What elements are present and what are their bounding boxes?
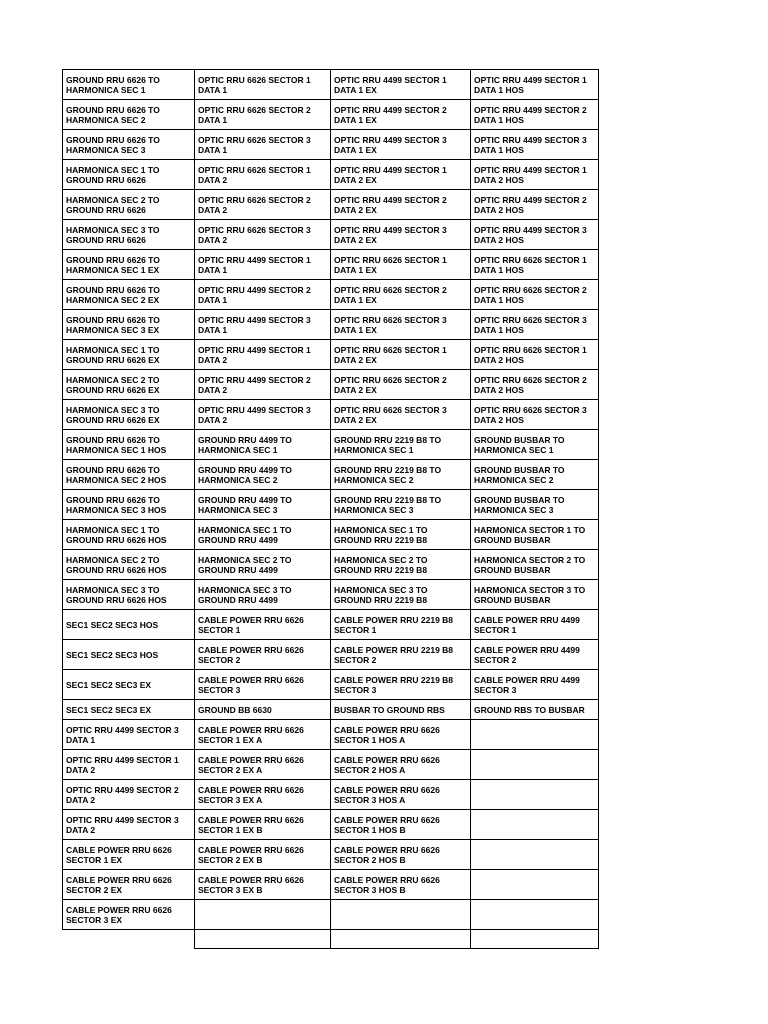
table-cell: CABLE POWER RRU 6626 SECTOR 2 HOS A xyxy=(331,750,471,780)
table-cell: GROUND BUSBAR TO HARMONICA SEC 3 xyxy=(471,490,599,520)
table-cell: HARMONICA SECTOR 1 TO GROUND BUSBAR xyxy=(471,520,599,550)
table-row xyxy=(63,310,599,340)
table-cell: OPTIC RRU 6626 SECTOR 3 DATA 2 xyxy=(195,220,331,250)
table-cell: OPTIC RRU 4499 SECTOR 2 DATA 1 HOS xyxy=(471,100,599,130)
table-cell: OPTIC RRU 6626 SECTOR 1 DATA 1 xyxy=(195,70,331,100)
table-cell xyxy=(471,750,599,780)
table-cell xyxy=(331,900,471,930)
table-cell: GROUND BUSBAR TO HARMONICA SEC 2 xyxy=(471,460,599,490)
table-cell: CABLE POWER RRU 4499 SECTOR 3 xyxy=(471,670,599,700)
table-cell: HARMONICA SEC 1 TO GROUND RRU 6626 xyxy=(63,160,195,190)
table-cell: OPTIC RRU 4499 SECTOR 3 DATA 2 xyxy=(63,810,195,840)
table-cell xyxy=(331,930,471,949)
table-cell: CABLE POWER RRU 6626 SECTOR 3 xyxy=(195,670,331,700)
table-cell: GROUND RRU 2219 B8 TO HARMONICA SEC 2 xyxy=(331,460,471,490)
table-cell: OPTIC RRU 4499 SECTOR 3 DATA 1 EX xyxy=(331,130,471,160)
table-cell: OPTIC RRU 4499 SECTOR 3 DATA 2 EX xyxy=(331,220,471,250)
table-cell: SEC1 SEC2 SEC3 HOS xyxy=(63,640,195,670)
table-cell: HARMONICA SEC 3 TO GROUND RRU 6626 EX xyxy=(63,400,195,430)
table-row xyxy=(63,750,599,780)
table-cell: GROUND RRU 4499 TO HARMONICA SEC 1 xyxy=(195,430,331,460)
table-cell: HARMONICA SEC 3 TO GROUND RRU 4499 xyxy=(195,580,331,610)
table-row xyxy=(63,340,599,370)
table-cell: OPTIC RRU 4499 SECTOR 2 DATA 2 xyxy=(63,780,195,810)
table-row xyxy=(63,100,599,130)
table-cell: BUSBAR TO GROUND RBS xyxy=(331,700,471,720)
table-cell xyxy=(195,900,331,930)
table-cell: CABLE POWER RRU 6626 SECTOR 1 xyxy=(195,610,331,640)
table-cell: OPTIC RRU 6626 SECTOR 1 DATA 2 EX xyxy=(331,340,471,370)
table-cell: OPTIC RRU 6626 SECTOR 2 DATA 1 EX xyxy=(331,280,471,310)
cable-label-table xyxy=(62,69,599,949)
table-cell xyxy=(471,720,599,750)
table-cell: GROUND RRU 4499 TO HARMONICA SEC 3 xyxy=(195,490,331,520)
table-cell: HARMONICA SEC 3 TO GROUND RRU 6626 xyxy=(63,220,195,250)
table-cell: GROUND RRU 6626 TO HARMONICA SEC 1 EX xyxy=(63,250,195,280)
table-cell: SEC1 SEC2 SEC3 EX xyxy=(63,700,195,720)
table-cell: OPTIC RRU 6626 SECTOR 1 DATA 1 HOS xyxy=(471,250,599,280)
table-cell: CABLE POWER RRU 6626 SECTOR 2 EX B xyxy=(195,840,331,870)
table-row xyxy=(63,670,599,700)
table-cell xyxy=(471,930,599,949)
table-row xyxy=(63,280,599,310)
table-cell: HARMONICA SEC 1 TO GROUND RRU 4499 xyxy=(195,520,331,550)
spreadsheet-page xyxy=(62,69,599,949)
table-cell: OPTIC RRU 4499 SECTOR 1 DATA 2 xyxy=(195,340,331,370)
table-cell: GROUND RRU 6626 TO HARMONICA SEC 1 HOS xyxy=(63,430,195,460)
table-cell: CABLE POWER RRU 4499 SECTOR 1 xyxy=(471,610,599,640)
table-cell: CABLE POWER RRU 6626 SECTOR 1 EX B xyxy=(195,810,331,840)
table-cell: OPTIC RRU 6626 SECTOR 1 DATA 2 HOS xyxy=(471,340,599,370)
table-cell xyxy=(471,900,599,930)
table-cell xyxy=(471,810,599,840)
table-row xyxy=(63,640,599,670)
table-row xyxy=(63,130,599,160)
table-cell: CABLE POWER RRU 6626 SECTOR 3 EX xyxy=(63,900,195,930)
table-row xyxy=(63,840,599,870)
table-cell: CABLE POWER RRU 6626 SECTOR 3 HOS A xyxy=(331,780,471,810)
table-cell: GROUND RRU 4499 TO HARMONICA SEC 2 xyxy=(195,460,331,490)
table-cell: OPTIC RRU 6626 SECTOR 3 DATA 1 xyxy=(195,130,331,160)
table-cell: HARMONICA SEC 2 TO GROUND RRU 4499 xyxy=(195,550,331,580)
table-row xyxy=(63,460,599,490)
table-row xyxy=(63,400,599,430)
table-cell: HARMONICA SEC 1 TO GROUND RRU 6626 HOS xyxy=(63,520,195,550)
table-row xyxy=(63,870,599,900)
table-cell: SEC1 SEC2 SEC3 HOS xyxy=(63,610,195,640)
table-cell xyxy=(471,870,599,900)
table-row xyxy=(63,580,599,610)
table-cell: OPTIC RRU 4499 SECTOR 1 DATA 1 HOS xyxy=(471,70,599,100)
table-cell: OPTIC RRU 4499 SECTOR 3 DATA 1 xyxy=(63,720,195,750)
table-cell: CABLE POWER RRU 6626 SECTOR 1 HOS B xyxy=(331,810,471,840)
table-row xyxy=(63,550,599,580)
table-cell: OPTIC RRU 4499 SECTOR 1 DATA 1 EX xyxy=(331,70,471,100)
table-cell: OPTIC RRU 6626 SECTOR 3 DATA 2 EX xyxy=(331,400,471,430)
table-row xyxy=(63,220,599,250)
table-cell: GROUND RRU 6626 TO HARMONICA SEC 3 xyxy=(63,130,195,160)
table-cell: CABLE POWER RRU 4499 SECTOR 2 xyxy=(471,640,599,670)
table-cell: GROUND RRU 2219 B8 TO HARMONICA SEC 1 xyxy=(331,430,471,460)
table-cell: OPTIC RRU 6626 SECTOR 3 DATA 1 HOS xyxy=(471,310,599,340)
table-cell: OPTIC RRU 6626 SECTOR 2 DATA 1 HOS xyxy=(471,280,599,310)
table-cell: OPTIC RRU 6626 SECTOR 2 DATA 2 EX xyxy=(331,370,471,400)
table-cell: GROUND RBS TO BUSBAR xyxy=(471,700,599,720)
table-cell: HARMONICA SEC 3 TO GROUND RRU 2219 B8 xyxy=(331,580,471,610)
table-row xyxy=(63,810,599,840)
table-cell: OPTIC RRU 6626 SECTOR 1 DATA 1 EX xyxy=(331,250,471,280)
table-cell: GROUND BB 6630 xyxy=(195,700,331,720)
table-cell: HARMONICA SEC 3 TO GROUND RRU 6626 HOS xyxy=(63,580,195,610)
table-cell: OPTIC RRU 4499 SECTOR 1 DATA 2 EX xyxy=(331,160,471,190)
table-row xyxy=(63,900,599,930)
table-cell: GROUND RRU 6626 TO HARMONICA SEC 3 HOS xyxy=(63,490,195,520)
table-row xyxy=(63,250,599,280)
table-cell: OPTIC RRU 6626 SECTOR 2 DATA 2 xyxy=(195,190,331,220)
table-cell: GROUND RRU 6626 TO HARMONICA SEC 2 EX xyxy=(63,280,195,310)
table-row xyxy=(63,70,599,100)
table-cell xyxy=(471,840,599,870)
table-cell: OPTIC RRU 4499 SECTOR 3 DATA 1 xyxy=(195,310,331,340)
table-cell: HARMONICA SEC 1 TO GROUND RRU 2219 B8 xyxy=(331,520,471,550)
table-cell: CABLE POWER RRU 6626 SECTOR 2 EX A xyxy=(195,750,331,780)
table-row xyxy=(63,720,599,750)
table-cell: CABLE POWER RRU 6626 SECTOR 3 EX A xyxy=(195,780,331,810)
table-cell: GROUND RRU 6626 TO HARMONICA SEC 1 xyxy=(63,70,195,100)
table-cell: OPTIC RRU 4499 SECTOR 3 DATA 2 HOS xyxy=(471,220,599,250)
table-cell xyxy=(195,930,331,949)
table-cell: CABLE POWER RRU 6626 SECTOR 3 EX B xyxy=(195,870,331,900)
table-cell: CABLE POWER RRU 6626 SECTOR 1 EX A xyxy=(195,720,331,750)
table-row xyxy=(63,930,599,949)
table-cell: HARMONICA SEC 2 TO GROUND RRU 6626 xyxy=(63,190,195,220)
table-cell: GROUND RRU 2219 B8 TO HARMONICA SEC 3 xyxy=(331,490,471,520)
table-cell: CABLE POWER RRU 2219 B8 SECTOR 3 xyxy=(331,670,471,700)
table-row xyxy=(63,160,599,190)
table-cell: CABLE POWER RRU 6626 SECTOR 2 xyxy=(195,640,331,670)
table-cell: OPTIC RRU 4499 SECTOR 3 DATA 2 xyxy=(195,400,331,430)
table-cell xyxy=(471,780,599,810)
table-cell: SEC1 SEC2 SEC3 EX xyxy=(63,670,195,700)
table-row xyxy=(63,700,599,720)
table-cell: CABLE POWER RRU 2219 B8 SECTOR 2 xyxy=(331,640,471,670)
table-cell: CABLE POWER RRU 6626 SECTOR 3 HOS B xyxy=(331,870,471,900)
table-cell: HARMONICA SEC 1 TO GROUND RRU 6626 EX xyxy=(63,340,195,370)
table-cell: HARMONICA SEC 2 TO GROUND RRU 6626 EX xyxy=(63,370,195,400)
table-cell: OPTIC RRU 4499 SECTOR 2 DATA 2 xyxy=(195,370,331,400)
table-row xyxy=(63,190,599,220)
table-cell: OPTIC RRU 6626 SECTOR 1 DATA 2 xyxy=(195,160,331,190)
table-cell: OPTIC RRU 4499 SECTOR 2 DATA 1 xyxy=(195,280,331,310)
table-cell: OPTIC RRU 4499 SECTOR 2 DATA 2 EX xyxy=(331,190,471,220)
table-cell: OPTIC RRU 4499 SECTOR 1 DATA 2 xyxy=(63,750,195,780)
table-row xyxy=(63,370,599,400)
table-cell: CABLE POWER RRU 6626 SECTOR 2 HOS B xyxy=(331,840,471,870)
table-cell: OPTIC RRU 4499 SECTOR 1 DATA 1 xyxy=(195,250,331,280)
table-cell: OPTIC RRU 4499 SECTOR 2 DATA 1 EX xyxy=(331,100,471,130)
table-row xyxy=(63,780,599,810)
table-cell: OPTIC RRU 6626 SECTOR 2 DATA 2 HOS xyxy=(471,370,599,400)
table-cell: HARMONICA SECTOR 2 TO GROUND BUSBAR xyxy=(471,550,599,580)
table-cell: CABLE POWER RRU 6626 SECTOR 2 EX xyxy=(63,870,195,900)
table-row xyxy=(63,520,599,550)
table-cell: HARMONICA SEC 2 TO GROUND RRU 2219 B8 xyxy=(331,550,471,580)
table-row xyxy=(63,490,599,520)
table-cell: OPTIC RRU 6626 SECTOR 3 DATA 1 EX xyxy=(331,310,471,340)
table-cell: OPTIC RRU 4499 SECTOR 2 DATA 2 HOS xyxy=(471,190,599,220)
table-cell: OPTIC RRU 4499 SECTOR 1 DATA 2 HOS xyxy=(471,160,599,190)
table-cell: GROUND RRU 6626 TO HARMONICA SEC 2 HOS xyxy=(63,460,195,490)
table-cell: GROUND RRU 6626 TO HARMONICA SEC 3 EX xyxy=(63,310,195,340)
table-cell: GROUND RRU 6626 TO HARMONICA SEC 2 xyxy=(63,100,195,130)
table-row xyxy=(63,430,599,460)
table-cell: CABLE POWER RRU 2219 B8 SECTOR 1 xyxy=(331,610,471,640)
table-cell: HARMONICA SEC 2 TO GROUND RRU 6626 HOS xyxy=(63,550,195,580)
table-cell: OPTIC RRU 6626 SECTOR 2 DATA 1 xyxy=(195,100,331,130)
table-row xyxy=(63,610,599,640)
table-cell: OPTIC RRU 4499 SECTOR 3 DATA 1 HOS xyxy=(471,130,599,160)
table-cell: GROUND BUSBAR TO HARMONICA SEC 1 xyxy=(471,430,599,460)
table-cell xyxy=(63,930,195,949)
table-body xyxy=(63,70,599,949)
table-cell: HARMONICA SECTOR 3 TO GROUND BUSBAR xyxy=(471,580,599,610)
table-cell: CABLE POWER RRU 6626 SECTOR 1 HOS A xyxy=(331,720,471,750)
table-cell: CABLE POWER RRU 6626 SECTOR 1 EX xyxy=(63,840,195,870)
table-cell: OPTIC RRU 6626 SECTOR 3 DATA 2 HOS xyxy=(471,400,599,430)
